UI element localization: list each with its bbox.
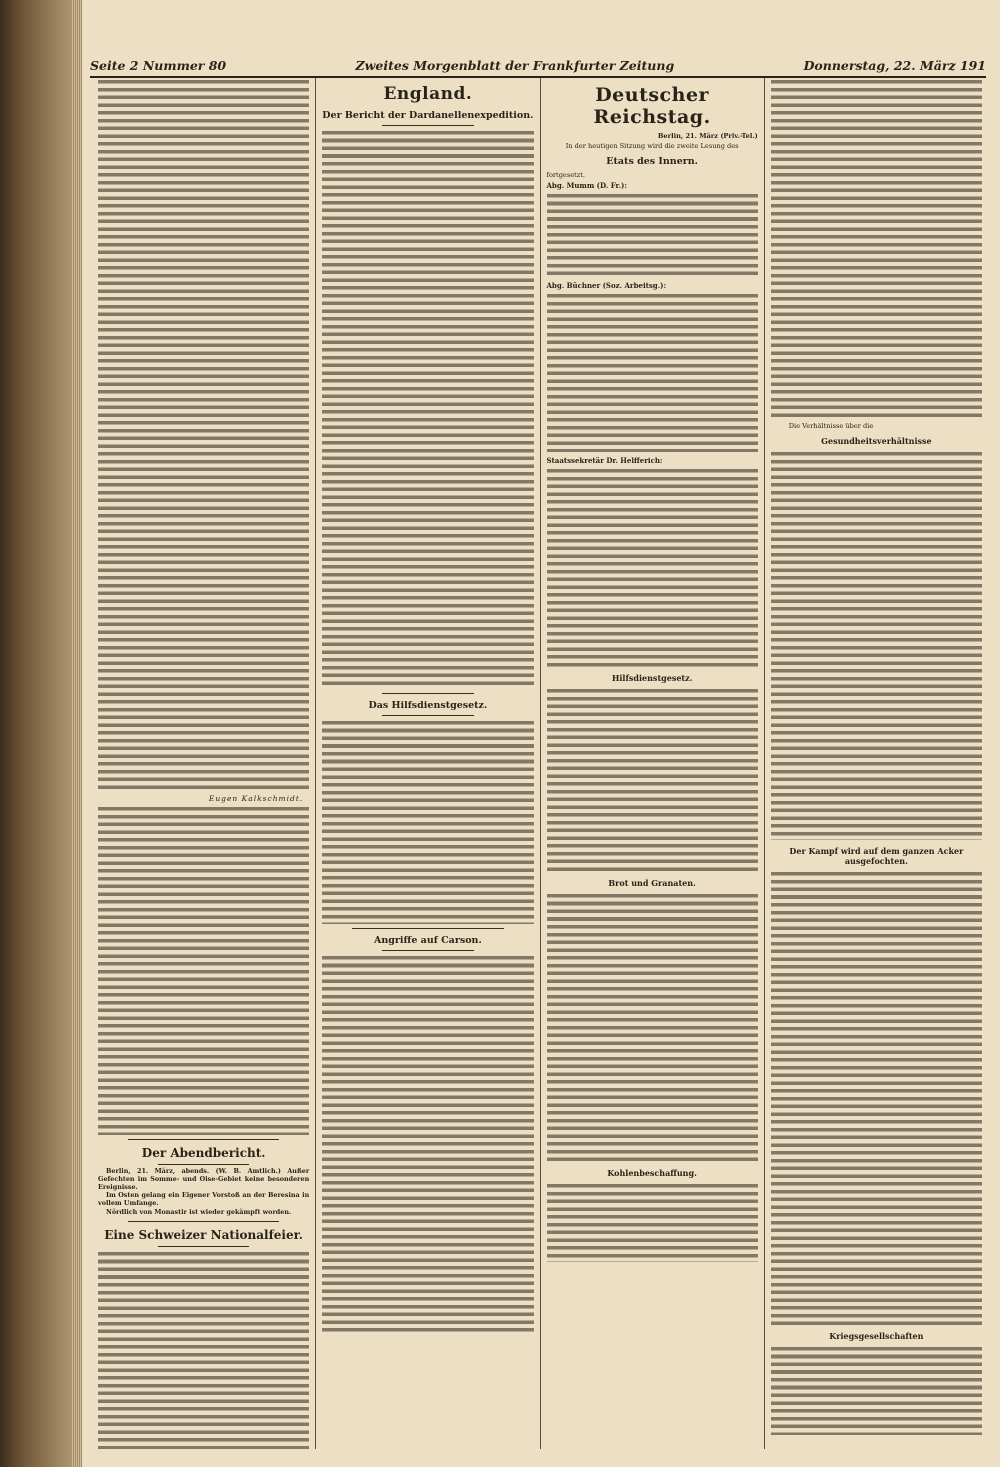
abend-line-1: Berlin, 21. März, abends. (W. B. Amtlich.) Außer Gefechten im Somme- und Oise-Gebiet keine besonderen Ereignisse. (98, 1167, 310, 1191)
heading-schweizer-nationalfeier: Eine Schweizer Nationalfeier. (104, 1227, 303, 1242)
column-2 (316, 78, 540, 1449)
heading-angriffe-carson: Angriffe auf Carson. (373, 935, 482, 946)
abend-line-2: Im Osten gelang ein Eigener Vorstoß an der Beresina in vollem Umfange. (98, 1191, 310, 1207)
heading-kohlenbeschaffung: Kohlenbeschaffung. (607, 1168, 697, 1178)
heading-hilfsdienstgesetz: Das Hilfsdienstgesetz. (368, 700, 488, 711)
article-text (771, 450, 982, 840)
speaker-mumm: Abg. Mumm (D. Fr.): (546, 181, 627, 190)
reichstag-intro: In der heutigen Sitzung wird die zweite Lesung des (565, 142, 739, 150)
article-text (547, 467, 758, 667)
verhaeltnisse-line: Die Verhältnisse über die (788, 422, 874, 430)
article-text (322, 719, 533, 924)
article-text (547, 687, 758, 872)
article-text (771, 870, 982, 1325)
page-header (90, 58, 986, 74)
heading-brot-und-granaten: Brot und Granaten. (608, 878, 696, 888)
article-text (771, 78, 982, 418)
heading-dardanellen: Der Bericht der Dardanellenexpedition. (322, 110, 534, 121)
column-3 (541, 78, 765, 1449)
article-text (98, 805, 309, 1135)
header-masthead: Zweites Morgenblatt der Frankfurter Zeitung (355, 58, 675, 73)
article-text (98, 78, 309, 790)
reichstag-dateline: Berlin, 21. März (Priv.-Tel.) (657, 132, 758, 140)
abend-line-3: Nördlich von Monastir ist wieder gekämpft worden. (106, 1207, 292, 1216)
column-1 (92, 78, 316, 1449)
article-text (322, 129, 533, 689)
text-columns (92, 78, 988, 1449)
book-binding (0, 0, 82, 1467)
article-text (547, 292, 758, 452)
heading-abendbericht: Der Abendbericht. (141, 1146, 266, 1160)
heading-etats-des-innern: Etats des Innern. (606, 156, 698, 167)
reichstag-fortgesetzt: fortgesetzt. (546, 171, 585, 179)
heading-kampf-acker: Der Kampf wird auf dem ganzen Acker ausgefochten. (789, 846, 964, 866)
header-date: Donnerstag, 22. März 191 (803, 58, 986, 73)
heading-england: England. (383, 84, 473, 104)
author-signature: Eugen Kalkschmidt. (208, 794, 304, 803)
heading-gesundheitsverhaeltnisse: Gesundheitsverhältnisse (821, 436, 932, 446)
article-text (98, 1250, 309, 1450)
article-text (322, 954, 533, 1334)
article-text (547, 192, 758, 277)
heading-deutscher-reichstag: Deutscher Reichstag. (593, 84, 711, 128)
heading-kriegsgesellschaften: Kriegsgesellschaften (829, 1331, 924, 1341)
speaker-buechner: Abg. Büchner (Soz. Arbeitsg.): (546, 281, 667, 290)
heading-hilfsdienstgesetz-2: Hilfsdienstgesetz. (611, 673, 693, 683)
article-text (547, 892, 758, 1162)
speaker-helfferich: Staatssekretär Dr. Helfferich: (546, 456, 663, 465)
article-text (547, 1182, 758, 1262)
article-text (771, 1345, 982, 1435)
column-4 (765, 78, 988, 1449)
header-page-number: Seite 2 Nummer 80 (90, 58, 227, 73)
